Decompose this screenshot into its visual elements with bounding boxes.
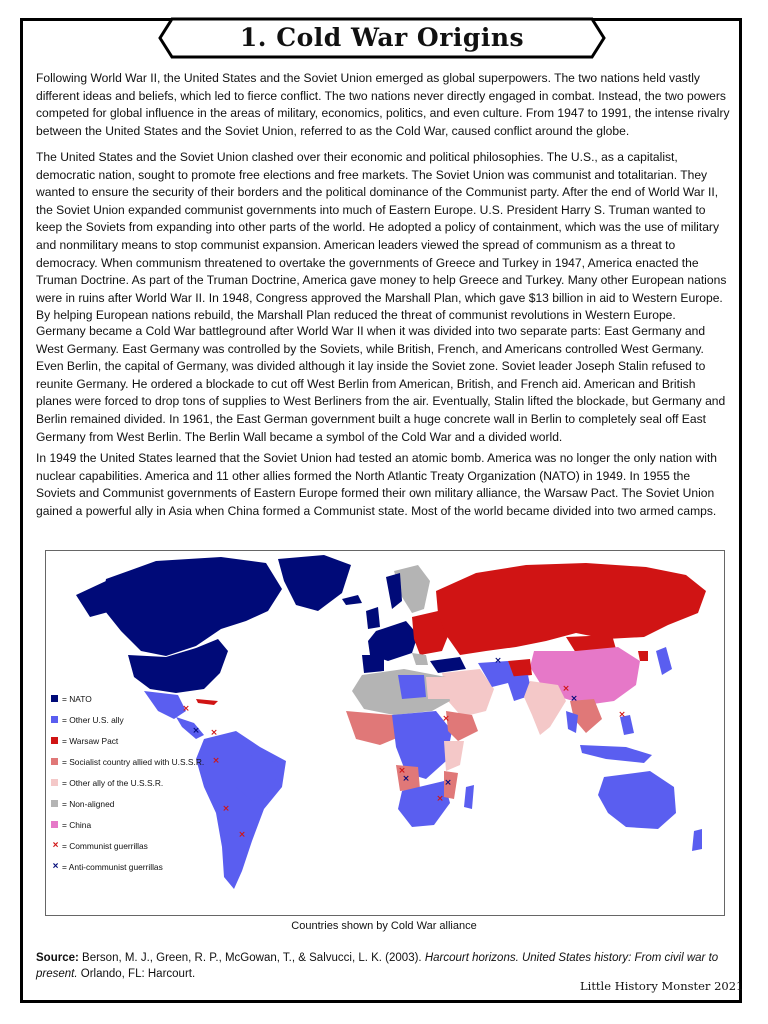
communist-guerrilla-marker: × [212, 756, 220, 766]
communist-guerrilla-marker: × [210, 728, 218, 738]
legend-swatch [51, 695, 58, 702]
legend-label: = NATO [62, 693, 92, 704]
communist-guerrilla-marker: × [436, 794, 444, 804]
legend-swatch [51, 737, 58, 744]
legend-item [51, 814, 204, 835]
map-egypt [426, 677, 450, 699]
legend-marker-icon: × [52, 860, 59, 872]
communist-guerrilla-marker: × [182, 704, 190, 714]
map-east-africa [444, 741, 464, 771]
map-north-korea [638, 651, 648, 661]
map-libya [398, 675, 426, 699]
anti-communist-guerrilla-marker: × [494, 656, 502, 666]
map-greenland [278, 555, 351, 611]
map-india [524, 681, 566, 735]
source-label: Source: [36, 952, 79, 964]
map-caption: Countries shown by Cold War alliance [291, 920, 477, 932]
legend-swatch [51, 821, 58, 828]
paragraph-alliances: In 1949 the United States learned that the Soviet Union had tested an atomic bomb. America was no longer the only nation with nuclear capabilities. America and 11 other allies formed the North Atlantic Treaty Organization (NATO) in 1949. In 1955 the Soviets and Communist governments of Eastern Europe formed their own military alliance, the Warsaw Pact. The Soviet Union gained a powerful ally in Asia when China formed a Communist state. Most of the world became divided into two armed camps. [36, 451, 718, 518]
source-book-title: Harcourt horizons. United States history: From civil war to present. [36, 952, 719, 980]
anti-communist-guerrilla-marker: × [444, 778, 452, 788]
legend-swatch [51, 800, 58, 807]
paragraph-intro: Following World War II, the United States and the Soviet Union emerged as global superpowers. The two nations held vastly different ideas and beliefs, which led to fierce conflict. The two nations never directly engaged in combat. Instead, the two powers competed for global influence in the areas of military, economics, politics, and even culture. From 1947 to 1991, the intense rivalry between the United States and the Soviet Union, referred to as the Cold War, caused conflict around the globe. [36, 71, 730, 138]
cold-war-world-map [45, 550, 725, 916]
legend-label: = China [62, 819, 92, 830]
communist-guerrilla-marker: × [238, 830, 246, 840]
map-turkey [430, 657, 466, 673]
map-madagascar [464, 785, 474, 809]
paragraph-germany: Germany became a Cold War battleground after World War II when it was divided into two separate parts: East Germany and West Germany. East Germany was controlled by the Soviets, while British, French, and Americans controlled West Germany. Even Berlin, the capital of Germany, was divided although it lay inside the Soviet zone. Soviet leader Joseph Stalin refused to reunite Germany. He ordered a blockade to cut off West Berlin from American, British, and French aid. American and British planes were forced to drop tons of supplies to West Berliners from the air. Eventually, Stalin lifted the blockade, but Germany and Berlin remained divided. In 1961, the East German government built a huge concrete wall in Berlin to completely seal off East Germany from West Berlin. The Berlin Wall became a symbol of the Cold War and a divided world. [36, 324, 726, 444]
legend-item [51, 709, 204, 730]
legend-marker-icon: × [52, 839, 59, 851]
map-australia [598, 771, 676, 829]
legend-label: = Communist guerrillas [62, 840, 148, 851]
map-japan [656, 647, 672, 675]
anti-communist-guerrilla-marker: × [192, 726, 200, 736]
anti-communist-guerrilla-marker: × [570, 694, 578, 704]
map-new-zealand [692, 829, 702, 851]
source-publisher: Orlando, FL: Harcourt. [77, 968, 196, 980]
paragraph-philosophies: The United States and the Soviet Union clashed over their economic and political philosophies. The U.S., as a capitalist, democratic nation, sought to promote free elections and free markets. The Soviet Union was communist and totalitarian. They wanted to ensure the security of their borders and the political dominance of the Communist party. After the end of World War II, the Soviet Union expanded communist governments into much of Eastern Europe. U.S. President Harry S. Truman wanted to keep the Soviets from expanding into other parts of the world. He adopted a policy of containment, which was the use of military and nonmilitary means to stop communist expansion. American leaders viewed the spread of communism as a threat to democracy. When communism threatened to overtake the governments of Greece and Turkey in 1947, America enacted the Truman Doctrine. As part of the Truman Doctrine, America gave money to help Greece and Turkey. Many other European nations were in ruins after World War II. In 1948, Congress approved the Marshall Plan, which gave $13 billion in aid to Western Europe. By helping European nations rebuild, the Marshall Plan reduced the threat of communist revolutions in Western Europe. [36, 150, 727, 323]
map-yugoslavia [412, 653, 428, 665]
legend-label: = Other ally of the U.S.S.R. [62, 777, 164, 788]
legend-item [51, 772, 204, 793]
map-iberia [362, 655, 384, 673]
legend-item [51, 856, 204, 877]
map-indonesia [580, 745, 652, 763]
legend-swatch [51, 758, 58, 765]
map-alaska [76, 581, 112, 617]
map-britain [366, 607, 380, 629]
communist-guerrilla-marker: × [398, 766, 406, 776]
map-canada [101, 557, 282, 656]
legend-item [51, 793, 204, 814]
anti-communist-guerrilla-marker: × [402, 774, 410, 784]
legend-label: = Warsaw Pact [62, 735, 119, 746]
communist-guerrilla-marker: × [442, 714, 450, 724]
legend-label: = Non-aligned [62, 798, 115, 809]
legend-item [51, 835, 204, 856]
title-banner [158, 16, 606, 60]
communist-guerrilla-marker: × [618, 710, 626, 720]
source-citation [36, 950, 736, 982]
source-authors: Berson, M. J., Green, R. P., McGowan, T., & Salvucci, L. K. (2003). [78, 952, 425, 964]
map-legend [51, 688, 204, 877]
legend-swatch [51, 779, 58, 786]
legend-label: = Socialist country allied with U.S.S.R. [62, 756, 205, 767]
legend-item [51, 751, 204, 772]
page-credit: Little History Monster 2021 [580, 979, 744, 993]
legend-label: = Other U.S. ally [62, 714, 124, 725]
legend-item [51, 688, 204, 709]
legend-item [51, 730, 204, 751]
page-title: 1. Cold War Origins [239, 23, 525, 52]
legend-label: = Anti-communist guerrillas [62, 861, 163, 872]
communist-guerrilla-marker: × [222, 804, 230, 814]
communist-guerrilla-marker: × [562, 684, 570, 694]
map-iceland [342, 595, 362, 605]
legend-swatch [51, 716, 58, 723]
map-norway [386, 573, 402, 609]
